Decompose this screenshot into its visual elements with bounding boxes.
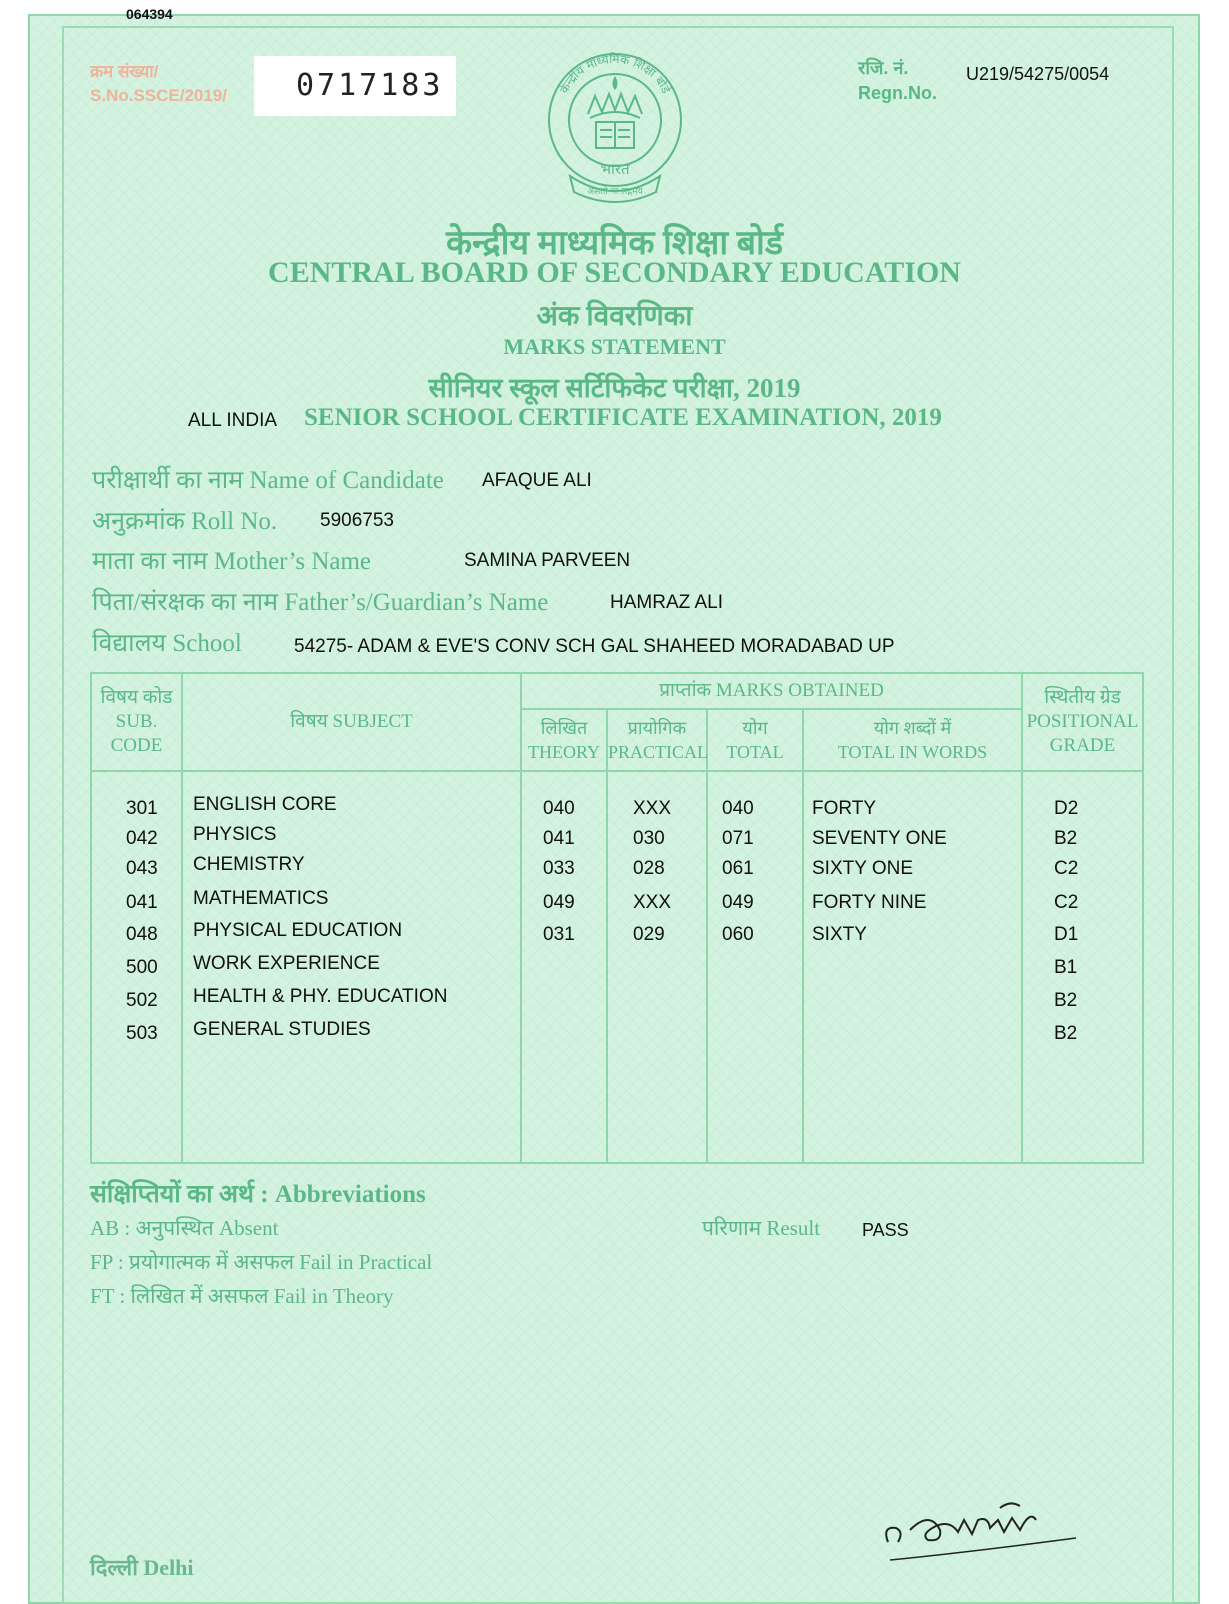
result-value: PASS [862,1220,909,1240]
school-name: 54275- ADAM & EVE'S CONV SCH GAL SHAHEED MORADABAD UP [294,636,895,657]
cell-subject: CHEMISTRY [193,854,305,875]
abbreviations-title [90,1176,426,1210]
header-total-english: TOTAL [726,742,784,762]
header-total [707,709,803,771]
header-practical-hindi: प्रायोगिक [627,718,687,738]
candidate-name-label [92,462,444,496]
cell-grade: B1 [1054,957,1078,978]
board-name-hindi: केन्द्रीय माध्यमिक शिक्षा बोर्ड [445,225,784,262]
cbse-seal-icon [540,44,690,204]
exam-scope: ALL INDIA [188,410,278,431]
candidate-name-label-english: Name of Candidate [249,467,444,494]
roll-number-label-english: Roll No. [191,508,278,535]
cell-subject: WORK EXPERIENCE [193,953,380,974]
father-name-label-english: Father’s/Guardian’s Name [284,589,549,616]
exam-title-hindi: सीनियर स्कूल सर्टिफिकेट परीक्षा, 2019 [428,373,801,403]
header-subject-english: SUBJECT [332,711,413,732]
serial-label-hindi: क्रम संख्या/ [90,62,159,81]
header-total-in-words [803,709,1022,771]
cell-words: SIXTY ONE [812,858,914,879]
result-label [702,1214,820,1242]
seal-arc-text: केन्द्रीय माध्यमिक शिक्षा बोर्ड [556,51,674,96]
abbreviation-fail-theory: FT : लिखित में असफल Fail in Theory [90,1284,394,1308]
cell-practical: 030 [633,828,665,849]
candidate-name: AFAQUE ALI [482,470,592,491]
cell-subject: PHYSICS [193,824,277,845]
school-label [92,625,242,659]
grade-column [1022,771,1143,1163]
cell-grade: B2 [1054,1023,1078,1044]
mother-name-label-english: Mother’s Name [213,548,372,575]
cell-theory: 040 [543,798,575,819]
header-sub-code-hindi: विषय कोड [100,687,173,708]
cell-total: 040 [722,798,754,819]
mother-name-label-hindi: माता का नाम [92,548,208,575]
cell-subject: ENGLISH CORE [193,794,337,815]
cell-theory: 049 [543,892,575,913]
header-subject [182,673,521,771]
registration-label-english: Regn.No. [858,83,937,103]
header-practical-english: PRACTICAL [608,742,709,762]
cell-words: FORTY [812,798,877,819]
roll-number: 5906753 [320,510,394,531]
father-name: HAMRAZ ALI [610,592,723,613]
cell-code: 500 [126,957,158,978]
abbreviations-title-english: Abbreviations [274,1181,426,1208]
school-label-english: School [172,630,242,657]
cell-code: 503 [126,1023,158,1044]
cell-theory: 041 [543,828,575,849]
issue-place: दिल्ली Delhi [90,1555,194,1580]
cell-subject: PHYSICAL EDUCATION [193,920,403,941]
seal-bottom-text: भारत [600,160,630,178]
header-words-english: TOTAL IN WORDS [837,742,988,762]
father-name-label-hindi: पिता/संरक्षक का नाम [92,589,279,616]
serial-label-english: S.No.SSCE/2019/ [90,86,228,105]
registration-label [858,56,937,106]
serial-label [90,60,227,108]
mother-name-label [92,543,371,577]
cell-words: FORTY NINE [812,892,927,913]
header-total-hindi: योग [742,718,768,738]
cell-practical: 028 [633,858,665,879]
roll-number-label-hindi: अनुक्रमांक [92,508,185,535]
cell-code: 048 [126,924,158,945]
header-marks-english: MARKS OBTAINED [715,680,884,701]
header-theory [521,709,607,771]
cell-grade: D1 [1054,924,1079,945]
cell-subject: MATHEMATICS [193,888,329,909]
cell-code: 502 [126,990,158,1011]
registration-label-hindi: रजि. नं. [858,58,909,78]
cell-grade: B2 [1054,990,1078,1011]
seal-motto: असतो मा सद्गमय [587,187,643,197]
candidate-name-label-hindi: परीक्षार्थी का नाम [92,467,244,494]
cell-total: 049 [722,892,754,913]
cell-code: 301 [126,798,158,819]
cell-grade: D2 [1054,798,1079,819]
cell-practical: XXX [633,798,672,819]
header-sub-code-english-2: CODE [110,735,163,756]
cell-words: SEVENTY ONE [812,828,947,849]
exam-title-english: SENIOR SCHOOL CERTIFICATE EXAMINATION, 2019 [304,404,942,431]
controller-signature [880,1490,1080,1570]
header-theory-english: THEORY [528,742,600,762]
cell-total: 061 [722,858,754,879]
header-practical [607,709,707,771]
header-marks-obtained [521,673,1022,709]
father-name-label [92,584,548,618]
roll-number-label [92,503,277,537]
cell-grade: C2 [1054,858,1079,879]
statement-title-hindi: अंक विवरणिका [536,301,693,332]
header-subject-hindi: विषय [290,711,328,732]
mother-name: SAMINA PARVEEN [464,550,631,571]
cell-code: 043 [126,858,158,879]
statement-title-english: MARKS STATEMENT [503,334,726,359]
top-serial-number: 064394 [126,6,173,22]
cell-total: 060 [722,924,754,945]
cell-subject: GENERAL STUDIES [193,1019,371,1040]
header-marks-hindi: प्राप्तांक [659,680,712,701]
cell-subject: HEALTH & PHY. EDUCATION [193,986,448,1007]
marks-table [90,672,1144,1164]
cell-grade: C2 [1054,892,1079,913]
header-grade-english-1: POSITIONAL [1026,711,1139,732]
header-grade-hindi: स्थितीय ग्रेड [1044,687,1121,708]
registration-number: U219/54275/0054 [966,64,1110,84]
cell-code: 041 [126,892,158,913]
serial-number: 0717183 [296,68,444,103]
abbreviation-absent: AB : अनुपस्थित Absent [90,1216,279,1240]
result-label-hindi: परिणाम [702,1216,762,1240]
cell-total: 071 [722,828,754,849]
cell-practical: XXX [633,892,672,913]
header-grade-english-2: GRADE [1049,735,1116,756]
header-theory-hindi: लिखित [540,718,588,738]
abbreviation-fail-practical: FP : प्रयोगात्मक में असफल Fail in Practical [90,1250,433,1274]
header-sub-code-english-1: SUB. [115,711,158,732]
result-label-english: Result [766,1216,821,1240]
cell-words: SIXTY [812,924,867,945]
cell-grade: B2 [1054,828,1078,849]
board-name-english: CENTRAL BOARD OF SECONDARY EDUCATION [268,256,961,289]
header-words-hindi: योग शब्दों में [873,718,952,738]
header-positional-grade [1022,673,1143,771]
cell-theory: 031 [543,924,575,945]
cell-code: 042 [126,828,158,849]
header-sub-code [91,673,182,771]
cell-theory: 033 [543,858,575,879]
cell-practical: 029 [633,924,665,945]
abbreviations-title-hindi: संक्षिप्तियों का अर्थ : [90,1181,269,1208]
school-label-hindi: विद्यालय [92,630,167,657]
